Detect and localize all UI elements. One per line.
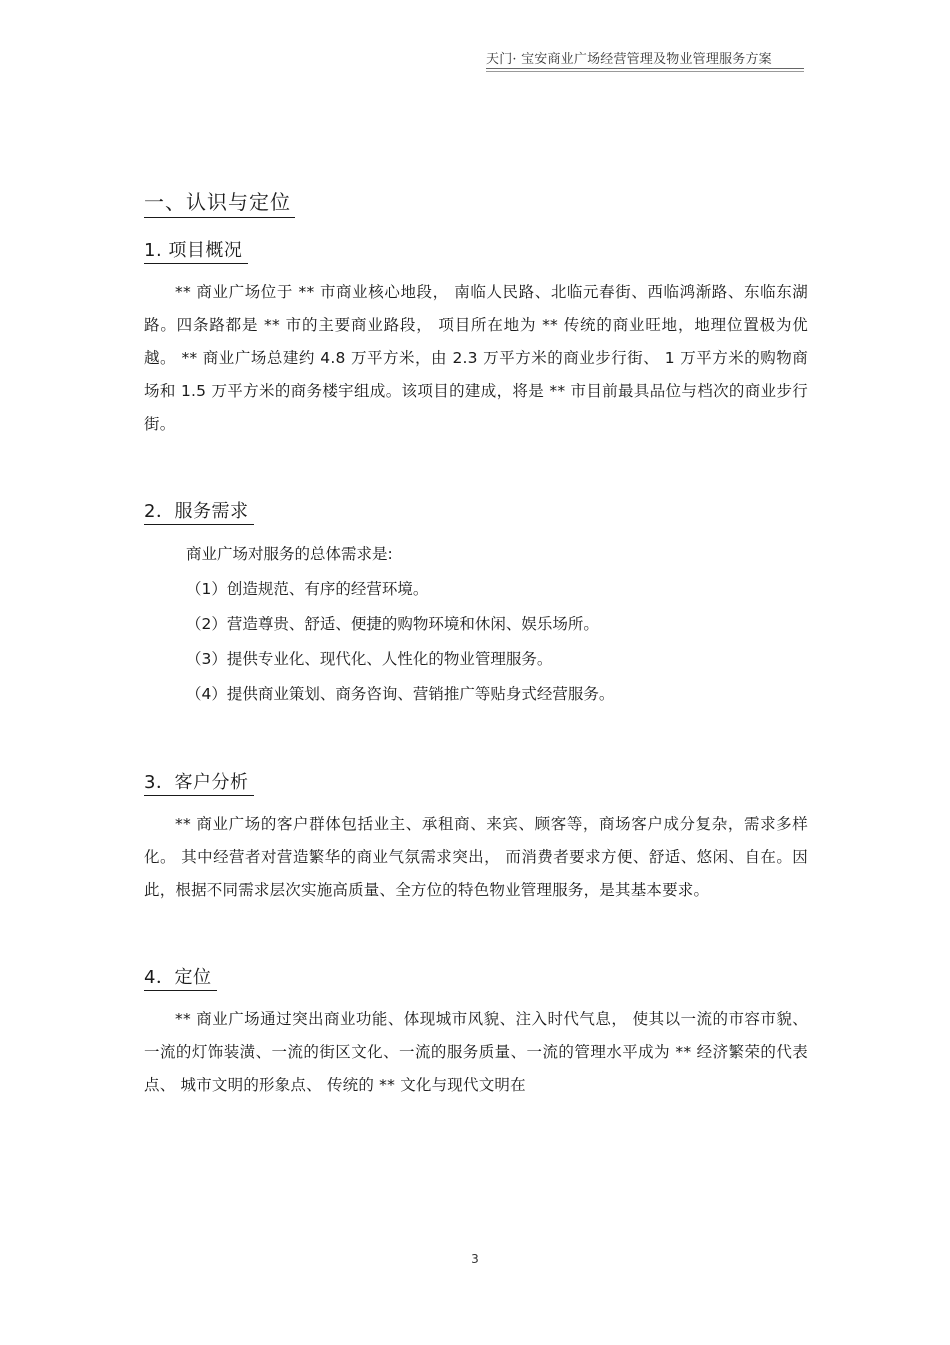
page-number: 3: [471, 1252, 479, 1266]
section-title-positioning: 4．定位: [144, 963, 217, 991]
header-rule-secondary: [486, 71, 804, 72]
section-title-overview: 1. 项目概况: [144, 236, 248, 264]
header-rule: [486, 68, 804, 69]
chapter-title: 一、认识与定位: [144, 186, 295, 218]
service-needs-list: [144, 572, 808, 712]
list-item: （1）创造规范、有序的经营环境。: [186, 580, 429, 598]
running-header: 天门· 宝安商业广场经营管理及物业管理服务方案: [486, 52, 772, 67]
list-item: （4）提供商业策划、商务咨询、营销推广等贴身式经营服务。: [186, 685, 615, 703]
service-needs-intro: 商业广场对服务的总体需求是:: [186, 545, 393, 563]
list-item: （2）营造尊贵、舒适、便捷的购物环境和休闲、娱乐场所。: [186, 615, 599, 633]
section-title-service-needs: 2．服务需求: [144, 497, 254, 525]
overview-paragraph: ** 商业广场位于 ** 市商业核心地段， 南临人民路、北临元春街、西临鸿渐路、东临东湖路。四条路都是 ** 市的主要商业路段， 项目所在地为 ** 传统的商业旺地，地理位置极为优越。 ** 商业广场总建约 4.8 万平方米，由 2.3 万平方米的商业步行街、 1 万平方米的购物商场和 1.5 万平方米的商务楼宇组成。该项目的建成，将是 ** 市目前最具品位与档次的商业步行街。: [144, 283, 808, 433]
list-item: （3）提供专业化、现代化、人性化的物业管理服务。: [186, 650, 553, 668]
section-title-customer-analysis: 3．客户分析: [144, 768, 254, 796]
positioning-paragraph: ** 商业广场通过突出商业功能、体现城市风貌、注入时代气息， 使其以一流的市容市貌、一流的灯饰装潢、一流的街区文化、一流的服务质量、一流的管理水平成为 ** 经济繁荣的代表点、 城市文明的形象点、 传统的 ** 文化与现代文明在: [144, 1010, 808, 1094]
document-body: [144, 186, 808, 1102]
customer-analysis-paragraph: ** 商业广场的客户群体包括业主、承租商、来宾、顾客等，商场客户成分复杂，需求多样化。 其中经营者对营造繁华的商业气氛需求突出， 而消费者要求方便、舒适、悠闲、自在。因此，根据不同需求层次实施高质量、全方位的特色物业管理服务，是其基本要求。: [144, 815, 808, 899]
